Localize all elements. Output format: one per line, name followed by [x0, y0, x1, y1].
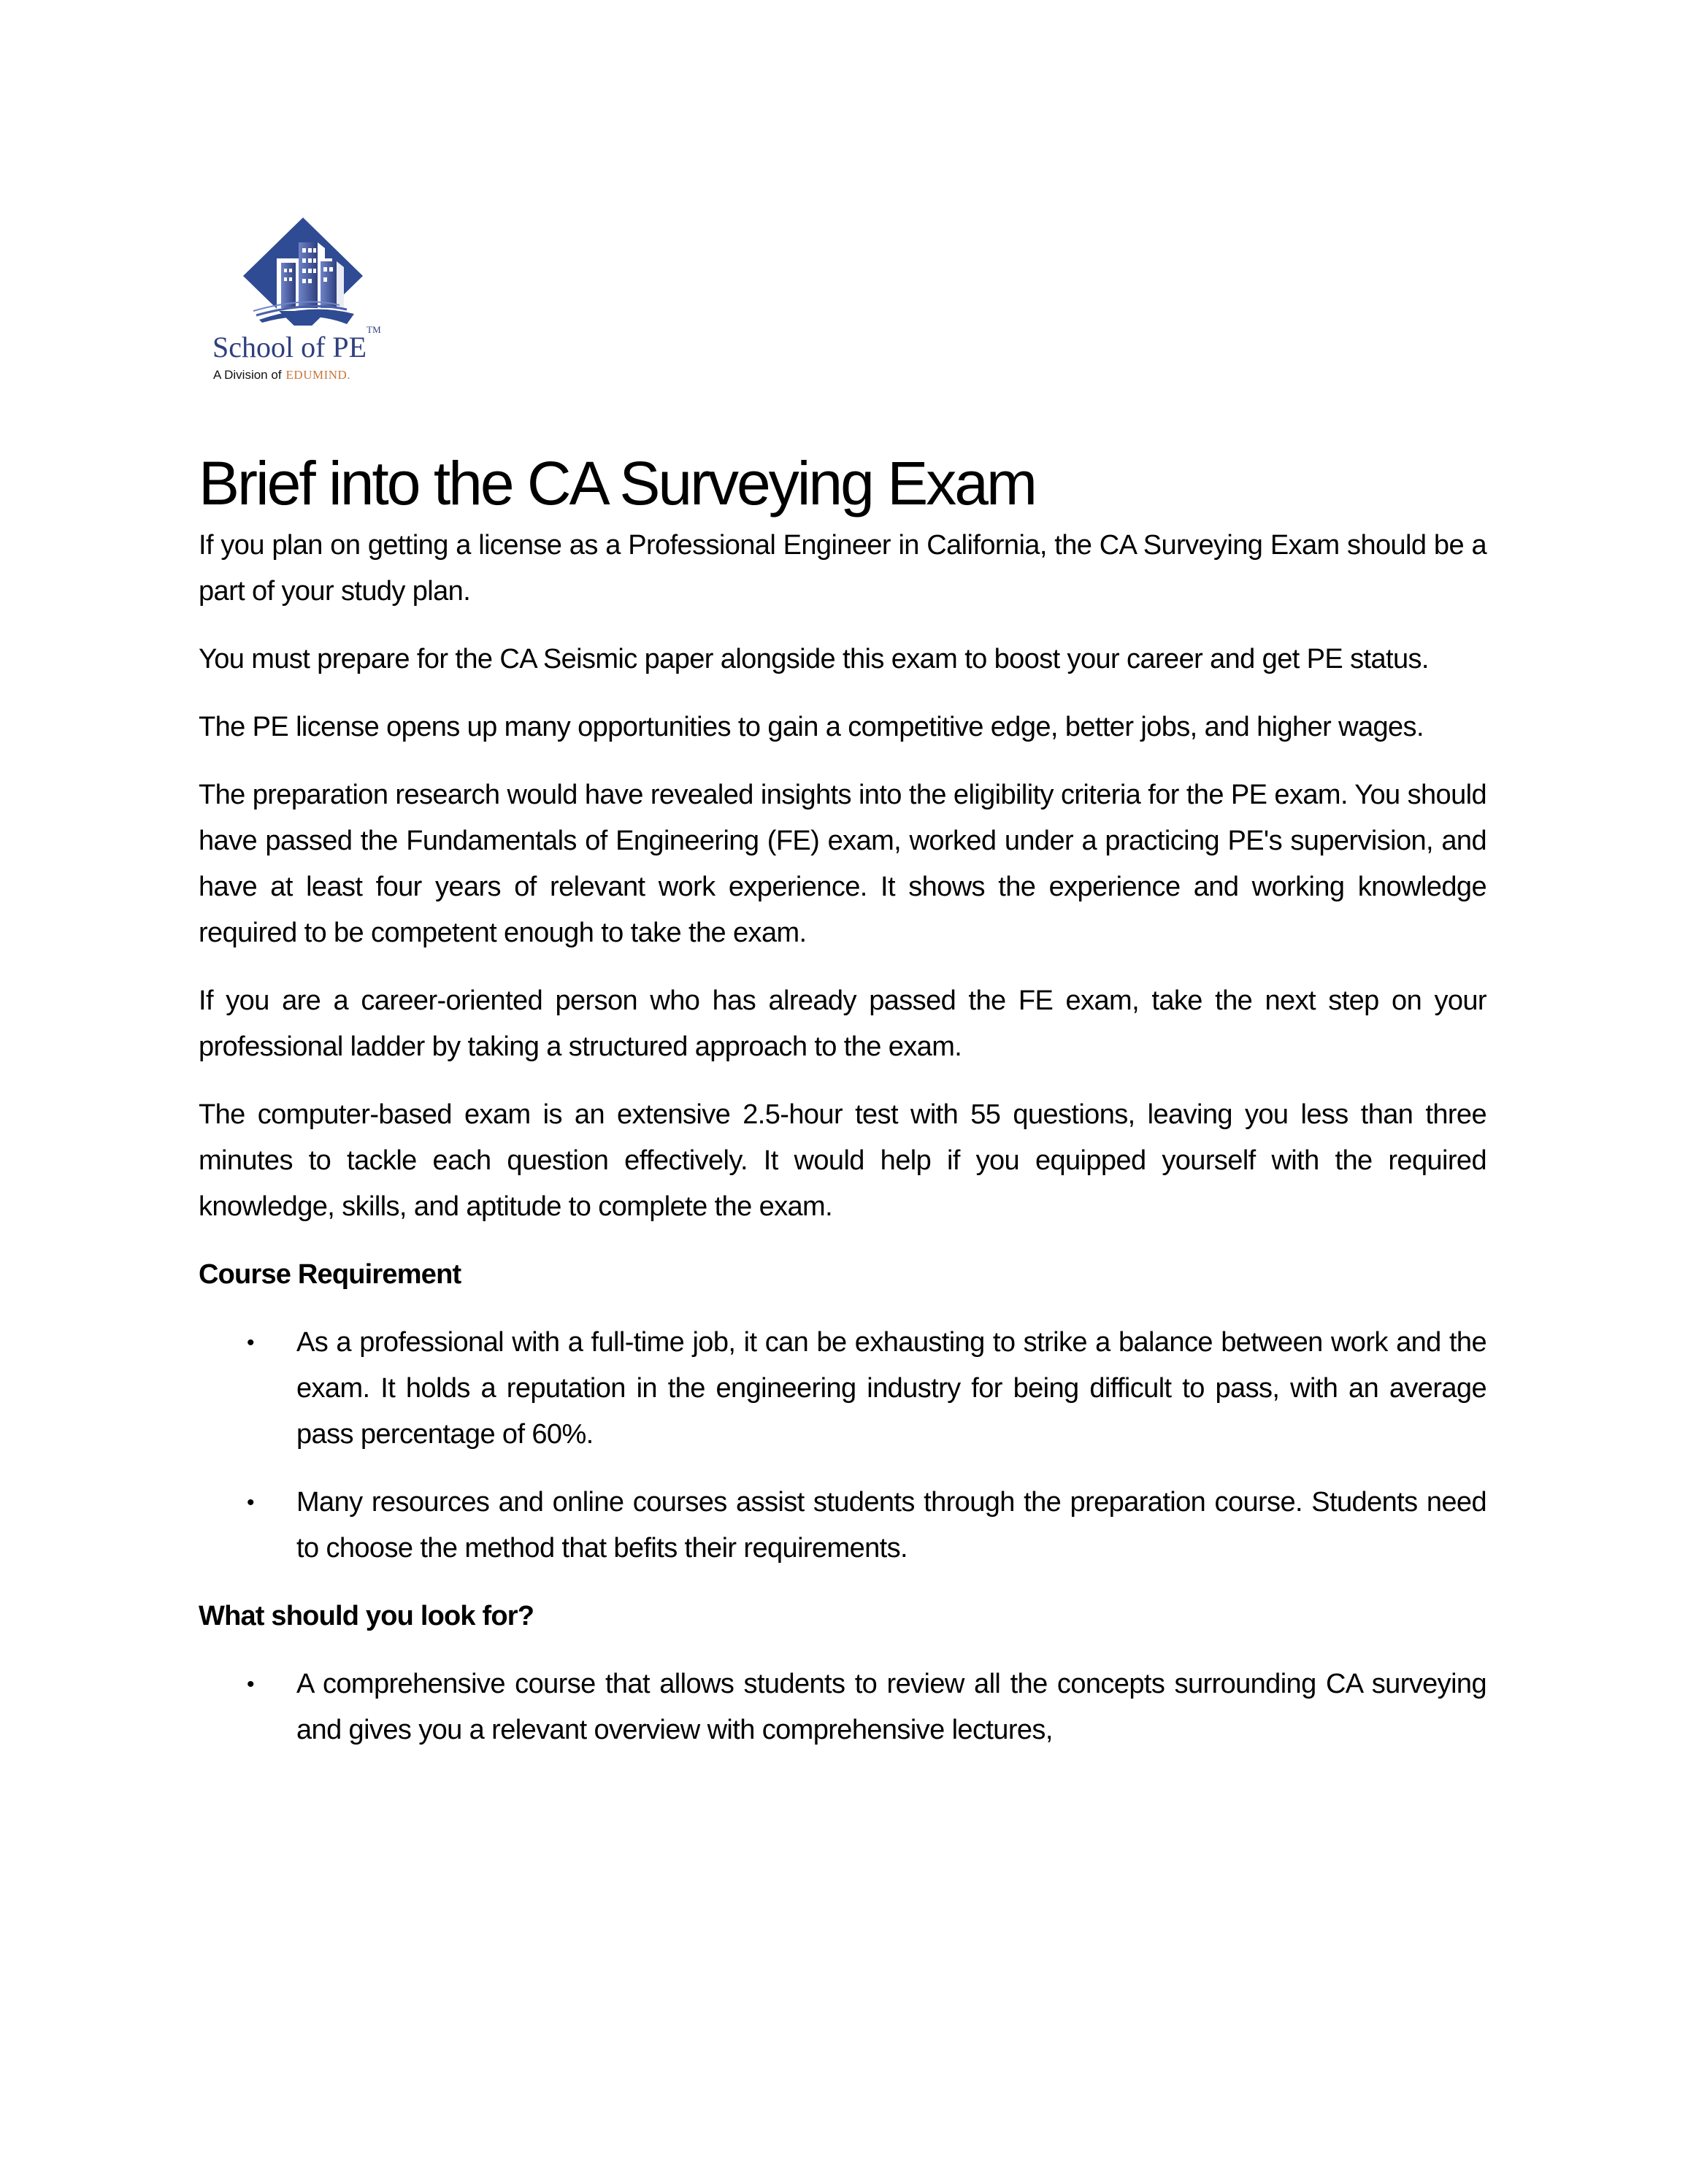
logo-division-line: A Division of EDUMIND. — [213, 368, 351, 382]
paragraph: The PE license opens up many opportunities to gain a competitive edge, better jobs, and higher wages. — [199, 712, 1424, 742]
list-item-text: As a professional with a full-time job, it can be exhausting to strike a balance between work and the exam. It holds a reputation in the engineering industry for being difficult to pass, with an average pass percentage of 60%. — [296, 1327, 1486, 1450]
building-diamond-icon — [237, 216, 369, 326]
list-item-text: A comprehensive course that allows students to review all the concepts surrounding CA surveying and gives you a relevant overview with comprehensive lectures, — [296, 1669, 1486, 1745]
school-of-pe-logo — [207, 216, 418, 399]
bullet-icon: • — [247, 1491, 254, 1515]
document-title: Brief into the CA Surveying Exam — [199, 449, 1035, 518]
paragraph: The preparation research would have revealed insights into the eligibility criteria for the PE exam. You should have passed the Fundamentals of Engineering (FE) exam, worked under a practicing PE's supervision, and have at least four years of relevant work experience. It shows the experience and working knowledge required to be competent enough to take the exam. — [199, 780, 1486, 948]
bullet-icon: • — [247, 1672, 254, 1696]
what-to-look-for-list — [199, 1661, 1486, 1753]
document-body — [199, 448, 1486, 1775]
edumind-brand: EDUMIND. — [285, 368, 351, 382]
list-item — [199, 1320, 1486, 1458]
list-item — [199, 1661, 1486, 1753]
logo-wordmark: School of PE™ — [212, 324, 381, 364]
paragraph: The computer-based exam is an extensive 2.5-hour test with 55 questions, leaving you less than three minutes to tackle each question effectively. It would help if you equipped yourself with the required knowledge, skills, and aptitude to complete the exam. — [199, 1099, 1486, 1222]
paragraph: You must prepare for the CA Seismic paper alongside this exam to boost your career and get PE status. — [199, 644, 1429, 674]
list-item — [199, 1480, 1486, 1572]
section-heading-course-requirement: Course Requirement — [199, 1259, 461, 1290]
section-heading-what-to-look-for: What should you look for? — [199, 1601, 534, 1631]
paragraph: If you plan on getting a license as a Professional Engineer in California, the CA Surveying Exam should be a part of your study plan. — [199, 530, 1486, 607]
list-item-text: Many resources and online courses assist students through the preparation course. Students need to choose the method that befits their requirements. — [296, 1487, 1486, 1564]
course-requirement-list — [199, 1320, 1486, 1572]
bullet-icon: • — [247, 1331, 254, 1355]
paragraph: If you are a career-oriented person who has already passed the FE exam, take the next step on your professional ladder by taking a structured approach to the exam. — [199, 985, 1486, 1062]
